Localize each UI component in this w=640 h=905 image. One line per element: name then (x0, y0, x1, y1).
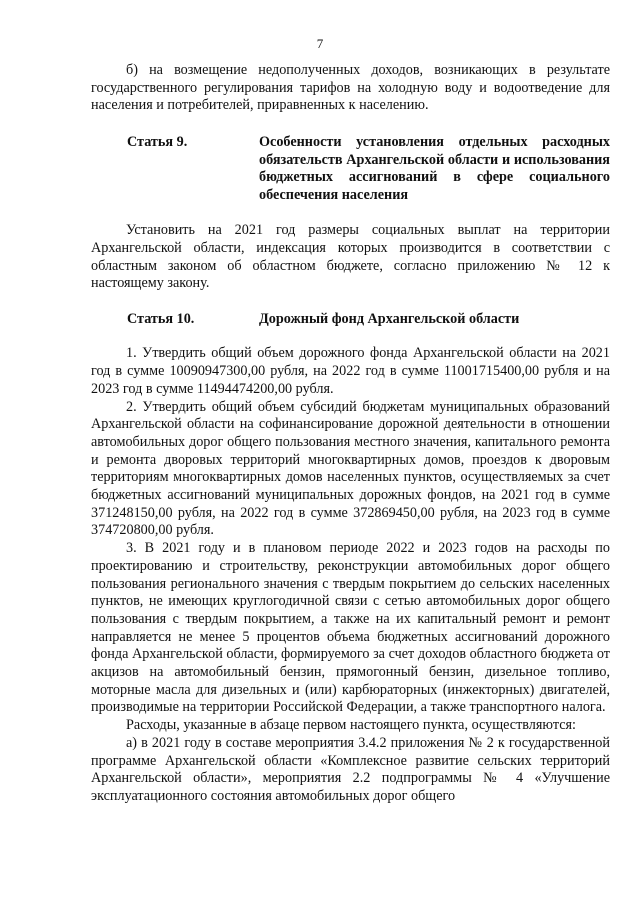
article-9-title: Особенности установления отдельных расходных обязательств Архангельской области и использования бюджетных ассигнований в сфере социального обеспечения населения (259, 134, 610, 203)
page-number: 7 (316, 36, 324, 51)
paragraph-4: Расходы, указанные в абзаце первом настоящего пункта, осуществляются: (126, 717, 576, 734)
article-10-heading (91, 311, 610, 329)
paragraph-b: б) на возмещение недополученных доходов, возникающих в результате государственного регулирования тарифов на холодную воду и водоотведение для населения и потребителей, приравненных к населению. (91, 62, 610, 114)
paragraph-article-9: Установить на 2021 год размеры социальных выплат на территории Архангельской области, индексация которых производится в соответствии с областным законом об областном бюджете, согласно приложению № 12 к настоящему закону. (91, 222, 610, 292)
paragraph-5: а) в 2021 году в составе мероприятия 3.4.2 приложения № 2 к государственной программе Архангельской области «Комплексное развитие сельских территорий Архангельской области», мероприятия 2.2 подпрограммы № 4 «Улучшение эксплуатационного состояния автомобильных дорог общего (91, 734, 610, 804)
document-body (91, 62, 610, 806)
article-9-heading (91, 134, 610, 204)
paragraph-1: 1. Утвердить общий объем дорожного фонда Архангельской области на 2021 год в сумме 10090947300,00 рубля, на 2022 год в сумме 11001715400,00 рубля и на 2023 год в сумме 11494474200,00 рубля. (91, 345, 610, 397)
paragraph-2: 2. Утвердить общий объем субсидий бюджетам муниципальных образований Архангельской области на софинансирование дорожной деятельности в отношении автомобильных дорог общего пользования местного значения, капитального ремонта и ремонта дворовых территорий многоквартирных домов, проездов к дворовым территориям многоквартирных домов населенных пунктов, осуществляемых за счет бюджетных ассигнований муниципальных дорожных фондов, на 2021 год в сумме 371248150,00 рубля, на 2022 год в сумме 372869450,00 рубля, на 2023 год в сумме 374720800,00 рубля. (91, 398, 610, 539)
article-9-label: Статья 9. (127, 134, 188, 151)
paragraph-3: 3. В 2021 году и в плановом периоде 2022 и 2023 годов на расходы по проектированию и строительству, реконструкции автомобильных дорог общего пользования регионального значения с твердым покрытием до сельских населенных пунктов, не имеющих круглогодичной связи с сетью автомобильных дорог общего пользования с твердым покрытием, а также на их капитальный ремонт и ремонт направляется не менее 5 процентов объема бюджетных ассигнований дорожного фонда Архангельской области, формируемого за счет доходов областного бюджета от акцизов на автомобильный бензин, прямогонный бензин, дизельное топливо, моторные масла для дизельных и (или) карбюраторных (инжекторных) двигателей, производимые на территории Российской Федерации, а также транспортного налога. (91, 540, 610, 716)
article-10-label: Статья 10. (127, 310, 195, 327)
article-10-title: Дорожный фонд Архангельской области (259, 310, 520, 327)
